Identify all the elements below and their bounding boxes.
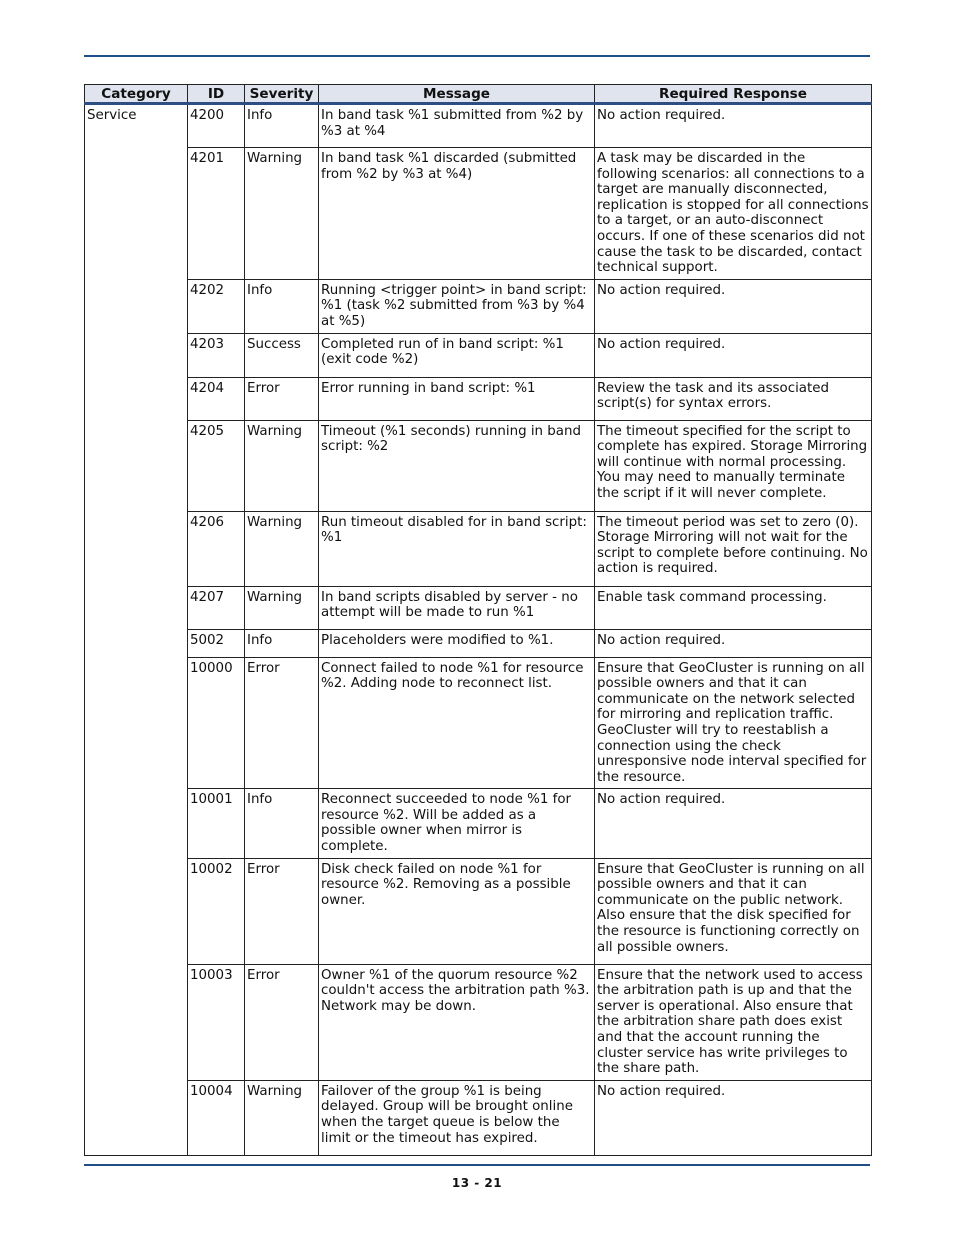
response-cell: Ensure that the network used to access the arbitration path is up and that the server is operational. Also ensure that the arbitration share path does exist and that the account running the cluster service has write privileges to the share path. bbox=[595, 964, 872, 1080]
column-header-required-response: Required Response bbox=[595, 85, 872, 104]
id-cell: 4200 bbox=[188, 104, 245, 148]
response-cell: No action required. bbox=[595, 629, 872, 657]
table-row bbox=[85, 789, 872, 858]
id-cell: 10004 bbox=[188, 1080, 245, 1155]
message-cell: Owner %1 of the quorum resource %2 couldn't access the arbitration path %3. Network may be down. bbox=[319, 964, 595, 1080]
id-cell: 4204 bbox=[188, 377, 245, 420]
severity-cell: Info bbox=[245, 629, 319, 657]
message-cell: In band task %1 submitted from %2 by %3 at %4 bbox=[319, 104, 595, 148]
severity-cell: Error bbox=[245, 858, 319, 964]
message-cell: Failover of the group %1 is being delayed. Group will be brought online when the target queue is below the limit or the timeout has expired. bbox=[319, 1080, 595, 1155]
response-cell: Review the task and its associated script(s) for syntax errors. bbox=[595, 377, 872, 420]
id-cell: 4207 bbox=[188, 586, 245, 629]
table-row bbox=[85, 333, 872, 377]
severity-cell: Warning bbox=[245, 511, 319, 586]
message-cell: Completed run of in band script: %1 (exit code %2) bbox=[319, 333, 595, 377]
message-cell: Reconnect succeeded to node %1 for resource %2. Will be added as a possible owner when mirror is complete. bbox=[319, 789, 595, 858]
page-number: 13 - 21 bbox=[451, 1176, 503, 1190]
message-cell: Disk check failed on node %1 for resource %2. Removing as a possible owner. bbox=[319, 858, 595, 964]
id-cell: 4206 bbox=[188, 511, 245, 586]
id-cell: 5002 bbox=[188, 629, 245, 657]
severity-cell: Warning bbox=[245, 148, 319, 280]
table-row bbox=[85, 657, 872, 789]
column-header-category: Category bbox=[85, 85, 188, 104]
category-cell: Service bbox=[85, 104, 188, 1156]
response-cell: The timeout specified for the script to complete has expired. Storage Mirroring will continue with normal processing. You may need to manually terminate the script if it will never complete. bbox=[595, 420, 872, 511]
response-cell: No action required. bbox=[595, 1080, 872, 1155]
response-cell: No action required. bbox=[595, 104, 872, 148]
response-cell: No action required. bbox=[595, 333, 872, 377]
severity-cell: Error bbox=[245, 377, 319, 420]
response-cell: Enable task command processing. bbox=[595, 586, 872, 629]
id-cell: 10001 bbox=[188, 789, 245, 858]
message-cell: Error running in band script: %1 bbox=[319, 377, 595, 420]
table-row bbox=[85, 104, 872, 148]
severity-cell: Info bbox=[245, 104, 319, 148]
column-header-message: Message bbox=[319, 85, 595, 104]
response-cell: No action required. bbox=[595, 279, 872, 333]
id-cell: 10003 bbox=[188, 964, 245, 1080]
table-row bbox=[85, 148, 872, 280]
footer-rule bbox=[84, 1164, 870, 1166]
severity-cell: Success bbox=[245, 333, 319, 377]
message-cell: Timeout (%1 seconds) running in band script: %2 bbox=[319, 420, 595, 511]
severity-cell: Warning bbox=[245, 420, 319, 511]
response-cell: Ensure that GeoCluster is running on all possible owners and that it can communicate on the public network. Also ensure that the disk specified for the resource is functioning correctly on all possible owners. bbox=[595, 858, 872, 964]
id-cell: 10002 bbox=[188, 858, 245, 964]
message-cell: Placeholders were modified to %1. bbox=[319, 629, 595, 657]
severity-cell: Warning bbox=[245, 1080, 319, 1155]
table-row bbox=[85, 377, 872, 420]
message-cell: Running <trigger point> in band script: %1 (task %2 submitted from %3 by %4 at %5) bbox=[319, 279, 595, 333]
severity-cell: Error bbox=[245, 964, 319, 1080]
response-cell: No action required. bbox=[595, 789, 872, 858]
table-row bbox=[85, 1080, 872, 1155]
response-cell: A task may be discarded in the following scenarios: all connections to a target are manually disconnected, replication is stopped for all connections to a target, or an auto-disconnect occurs. If one of these scenarios did not cause the task to be discarded, contact technical support. bbox=[595, 148, 872, 280]
id-cell: 4201 bbox=[188, 148, 245, 280]
table-header-row bbox=[85, 85, 872, 104]
table-row bbox=[85, 629, 872, 657]
message-cell: Run timeout disabled for in band script: %1 bbox=[319, 511, 595, 586]
table-row bbox=[85, 858, 872, 964]
severity-cell: Info bbox=[245, 279, 319, 333]
response-cell: Ensure that GeoCluster is running on all possible owners and that it can communicate on the network selected for mirroring and replication traffic. GeoCluster will try to reestablish a connection using the check unresponsive node interval specified for the resource. bbox=[595, 657, 872, 789]
response-cell: The timeout period was set to zero (0). Storage Mirroring will not wait for the script to complete before continuing. No action is required. bbox=[595, 511, 872, 586]
column-header-id: ID bbox=[188, 85, 245, 104]
table-row bbox=[85, 511, 872, 586]
severity-cell: Error bbox=[245, 657, 319, 789]
id-cell: 4205 bbox=[188, 420, 245, 511]
table-row bbox=[85, 964, 872, 1080]
message-cell: Connect failed to node %1 for resource %2. Adding node to reconnect list. bbox=[319, 657, 595, 789]
id-cell: 10000 bbox=[188, 657, 245, 789]
column-header-severity: Severity bbox=[245, 85, 319, 104]
severity-cell: Warning bbox=[245, 586, 319, 629]
event-message-table bbox=[84, 84, 872, 1156]
table-row bbox=[85, 279, 872, 333]
severity-cell: Info bbox=[245, 789, 319, 858]
id-cell: 4202 bbox=[188, 279, 245, 333]
message-cell: In band task %1 discarded (submitted from %2 by %3 at %4) bbox=[319, 148, 595, 280]
id-cell: 4203 bbox=[188, 333, 245, 377]
header-rule bbox=[84, 55, 870, 57]
message-cell: In band scripts disabled by server - no attempt will be made to run %1 bbox=[319, 586, 595, 629]
table-row bbox=[85, 586, 872, 629]
table-row bbox=[85, 420, 872, 511]
